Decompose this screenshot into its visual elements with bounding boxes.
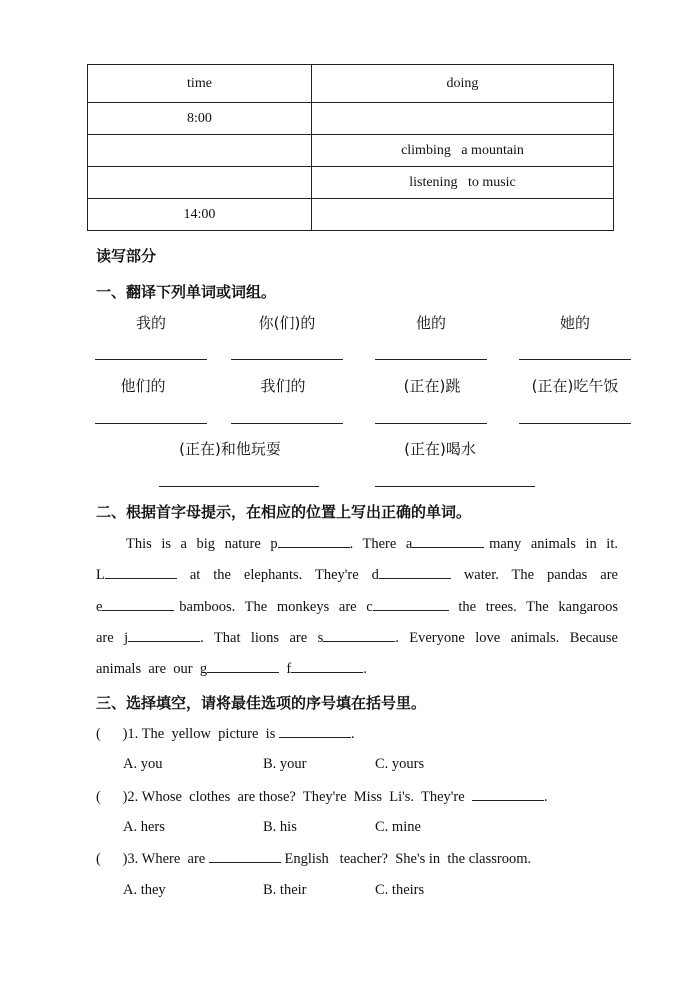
passage-text: . There a xyxy=(349,536,413,552)
schedule-table xyxy=(87,64,614,231)
part3-heading: 三、选择填空，请将最佳选项的序号填在括号里。 xyxy=(96,694,427,712)
answer-blank[interactable] xyxy=(375,359,487,360)
table-cell: 14:00 xyxy=(88,199,312,231)
question-text: 2. Whose clothes are those? They're Miss Li's. They're xyxy=(127,789,472,805)
passage-line xyxy=(96,535,618,553)
passage-line xyxy=(96,660,367,678)
vocab-item: 他的 xyxy=(415,314,446,332)
question-1 xyxy=(96,725,355,743)
vocab-item: 你(们)的 xyxy=(258,314,316,332)
answer-blank[interactable] xyxy=(95,423,207,424)
answer-blank[interactable] xyxy=(231,359,343,360)
vocab-item: (正在)吃午饭 xyxy=(531,377,619,395)
passage-text: This is a big nature p xyxy=(126,536,278,552)
option-c[interactable]: C. mine xyxy=(375,819,421,835)
table-cell: listening to music xyxy=(312,167,614,199)
passage-text: animals are our g xyxy=(96,661,208,677)
vocab-item: 我的 xyxy=(135,314,166,332)
answer-blank[interactable] xyxy=(375,486,535,487)
passage-text: e xyxy=(96,599,103,615)
vocab-item: (正在)和他玩耍 xyxy=(179,440,281,458)
option-a[interactable]: A. hers xyxy=(123,819,165,835)
fill-blank[interactable] xyxy=(207,660,279,673)
table-row xyxy=(88,103,614,135)
vocab-item: (正在)喝水 xyxy=(404,440,476,458)
passage-text: many animals in it. xyxy=(484,536,618,552)
fill-blank[interactable] xyxy=(128,629,200,642)
vocab-item: 她的 xyxy=(559,314,590,332)
question-2 xyxy=(96,788,548,806)
header-doing: doing xyxy=(312,65,614,103)
question-text: 1. The yellow picture is xyxy=(127,726,279,742)
table-cell: 8:00 xyxy=(88,103,312,135)
fill-blank[interactable] xyxy=(279,725,351,738)
passage-text: f xyxy=(279,661,292,677)
fill-blank[interactable] xyxy=(412,535,484,548)
option-a[interactable]: A. you xyxy=(123,756,163,772)
answer-blank[interactable] xyxy=(519,359,631,360)
answer-parentheses[interactable]: ( ) xyxy=(96,789,128,805)
option-c[interactable]: C. yours xyxy=(375,756,425,772)
fill-blank[interactable] xyxy=(291,660,363,673)
fill-blank[interactable] xyxy=(278,535,350,548)
fill-blank[interactable] xyxy=(105,566,177,579)
passage-line xyxy=(96,629,618,647)
part1-heading: 一、翻译下列单词或词组。 xyxy=(96,283,277,301)
table-cell xyxy=(88,135,312,167)
vocab-item: (正在)跳 xyxy=(403,377,461,395)
part2-heading: 二、根据首字母提示，在相应的位置上写出正确的单词。 xyxy=(96,503,472,521)
fill-blank[interactable] xyxy=(323,629,395,642)
option-b[interactable]: B. his xyxy=(263,819,297,835)
answer-parentheses[interactable]: ( ) xyxy=(96,851,128,867)
question-text: . xyxy=(543,789,548,805)
passage-text: . Everyone love animals. Because xyxy=(395,630,618,646)
header-time: time xyxy=(88,65,312,103)
answer-blank[interactable] xyxy=(159,486,319,487)
table-row xyxy=(88,135,614,167)
vocab-item: 我们的 xyxy=(260,377,306,395)
table-row xyxy=(88,199,614,231)
option-b[interactable]: B. their xyxy=(263,882,307,898)
question-text: English teacher? She's in the classroom. xyxy=(280,851,532,867)
passage-line xyxy=(96,598,618,616)
table-cell xyxy=(312,199,614,231)
passage-text: . That lions are s xyxy=(200,630,324,646)
passage-text: bamboos. The monkeys are c xyxy=(174,599,373,615)
answer-blank[interactable] xyxy=(519,423,631,424)
passage-line xyxy=(96,566,618,584)
fill-blank[interactable] xyxy=(472,788,544,801)
passage-text: at the elephants. They're d xyxy=(176,567,379,583)
table-cell: climbing a mountain xyxy=(312,135,614,167)
answer-blank[interactable] xyxy=(95,359,207,360)
fill-blank[interactable] xyxy=(373,598,449,611)
answer-blank[interactable] xyxy=(375,423,487,424)
table-cell xyxy=(312,103,614,135)
answer-blank[interactable] xyxy=(231,423,343,424)
fill-blank[interactable] xyxy=(379,566,451,579)
table-header-row xyxy=(88,65,614,103)
passage-text: the trees. The kangaroos xyxy=(448,599,618,615)
option-b[interactable]: B. your xyxy=(263,756,307,772)
vocab-item: 他们的 xyxy=(120,377,166,395)
question-text: 3. Where are xyxy=(127,851,209,867)
answer-parentheses[interactable]: ( ) xyxy=(96,726,128,742)
table-row xyxy=(88,167,614,199)
section-title: 读写部分 xyxy=(96,247,157,265)
table-cell xyxy=(88,167,312,199)
passage-text: L xyxy=(96,567,105,583)
option-a[interactable]: A. they xyxy=(123,882,166,898)
fill-blank[interactable] xyxy=(209,850,281,863)
fill-blank[interactable] xyxy=(102,598,174,611)
option-c[interactable]: C. theirs xyxy=(375,882,425,898)
question-3 xyxy=(96,850,531,868)
passage-text: . xyxy=(363,661,367,677)
passage-text: are j xyxy=(96,630,129,646)
question-text: . xyxy=(350,726,355,742)
passage-text: water. The pandas are xyxy=(450,567,618,583)
